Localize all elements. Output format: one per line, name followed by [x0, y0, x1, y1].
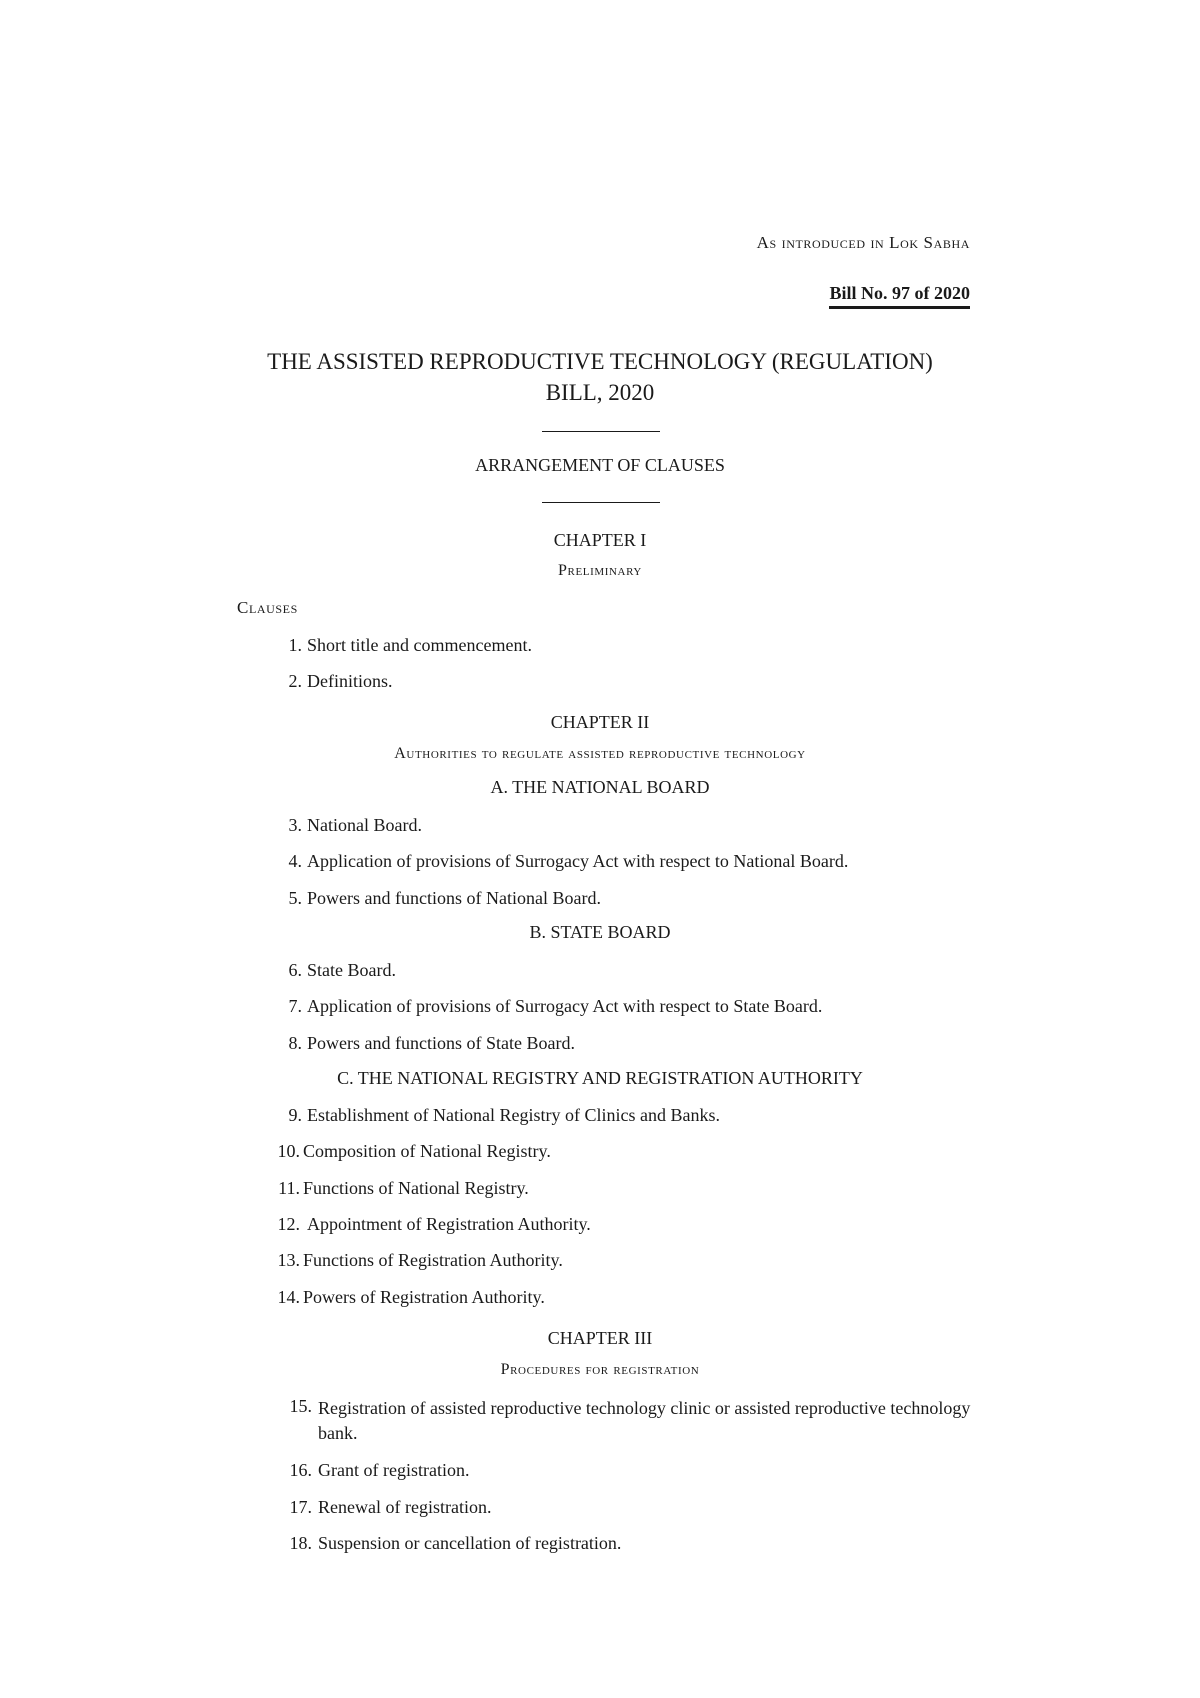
divider-bottom: [542, 502, 660, 503]
clause-number: 1.: [288, 635, 302, 655]
clause-number: 3.: [288, 815, 302, 835]
clause-text: Application of provisions of Surrogacy Act with respect to National Board.: [307, 851, 849, 871]
section-heading: C. THE NATIONAL REGISTRY AND REGISTRATION AUTHORITY: [337, 1068, 863, 1088]
clause-number: 6.: [288, 960, 302, 980]
clause-number: 14.: [277, 1287, 300, 1307]
clause-number: 5.: [288, 888, 302, 908]
divider-top: [542, 431, 660, 432]
clause-text: Powers and functions of State Board.: [307, 1033, 575, 1053]
clause-number: 15.: [289, 1396, 312, 1416]
clause-text: Functions of National Registry.: [303, 1178, 529, 1198]
clause-text: Grant of registration.: [318, 1460, 470, 1480]
bill-number: Bill No. 97 of 2020: [829, 283, 970, 309]
chapter-subheading: Authorities to regulate assisted reproductive technology: [394, 745, 806, 762]
clause-text: National Board.: [307, 815, 422, 835]
clause-text: Application of provisions of Surrogacy Act with respect to State Board.: [307, 996, 823, 1016]
clause-number: 12.: [277, 1214, 300, 1234]
clause-text: Functions of Registration Authority.: [303, 1250, 563, 1270]
section-heading: A. THE NATIONAL BOARD: [490, 777, 710, 797]
chapter-subheading: Preliminary: [558, 562, 642, 579]
clause-text: Powers and functions of National Board.: [307, 888, 601, 908]
bill-title: [0, 346, 1200, 408]
clause-number: 17.: [289, 1497, 312, 1517]
clause-text: Suspension or cancellation of registration.: [318, 1533, 622, 1553]
clause-text: Short title and commencement.: [307, 635, 532, 655]
clause-text: Definitions.: [307, 671, 393, 691]
clause-number: 18.: [289, 1533, 312, 1553]
bill-title-line2: BILL, 2020: [545, 380, 655, 405]
section-heading: B. STATE BOARD: [529, 922, 671, 942]
clauses-label: Clauses: [237, 598, 298, 617]
clause-number: 9.: [288, 1105, 302, 1125]
introduced-note: As introduced in Lok Sabha: [756, 233, 970, 252]
clause-number: 2.: [288, 671, 302, 691]
clause-text: Renewal of registration.: [318, 1497, 492, 1517]
clause-number: 11.: [278, 1178, 300, 1198]
chapter-heading: CHAPTER II: [550, 712, 650, 732]
clause-text: State Board.: [307, 960, 396, 980]
chapter-heading: CHAPTER I: [553, 530, 647, 550]
clause-number: 4.: [288, 851, 302, 871]
arrangement-heading: ARRANGEMENT OF CLAUSES: [475, 455, 725, 475]
clause-text: Establishment of National Registry of Clinics and Banks.: [307, 1105, 720, 1125]
chapter-subheading: Procedures for registration: [500, 1361, 700, 1378]
clause-number: 13.: [277, 1250, 300, 1270]
clause-text: Registration of assisted reproductive technology clinic or assisted reproductive technology bank.: [318, 1398, 971, 1443]
clause-number: 8.: [288, 1033, 302, 1053]
clause-number: 10.: [277, 1141, 300, 1161]
clause-text: Appointment of Registration Authority.: [307, 1214, 591, 1234]
clause-text: Powers of Registration Authority.: [303, 1287, 545, 1307]
bill-title-line1: THE ASSISTED REPRODUCTIVE TECHNOLOGY (REGULATION): [267, 349, 933, 374]
clause-text: Composition of National Registry.: [303, 1141, 551, 1161]
clause-number: 16.: [289, 1460, 312, 1480]
clause-number: 7.: [288, 996, 302, 1016]
chapter-heading: CHAPTER III: [547, 1328, 653, 1348]
